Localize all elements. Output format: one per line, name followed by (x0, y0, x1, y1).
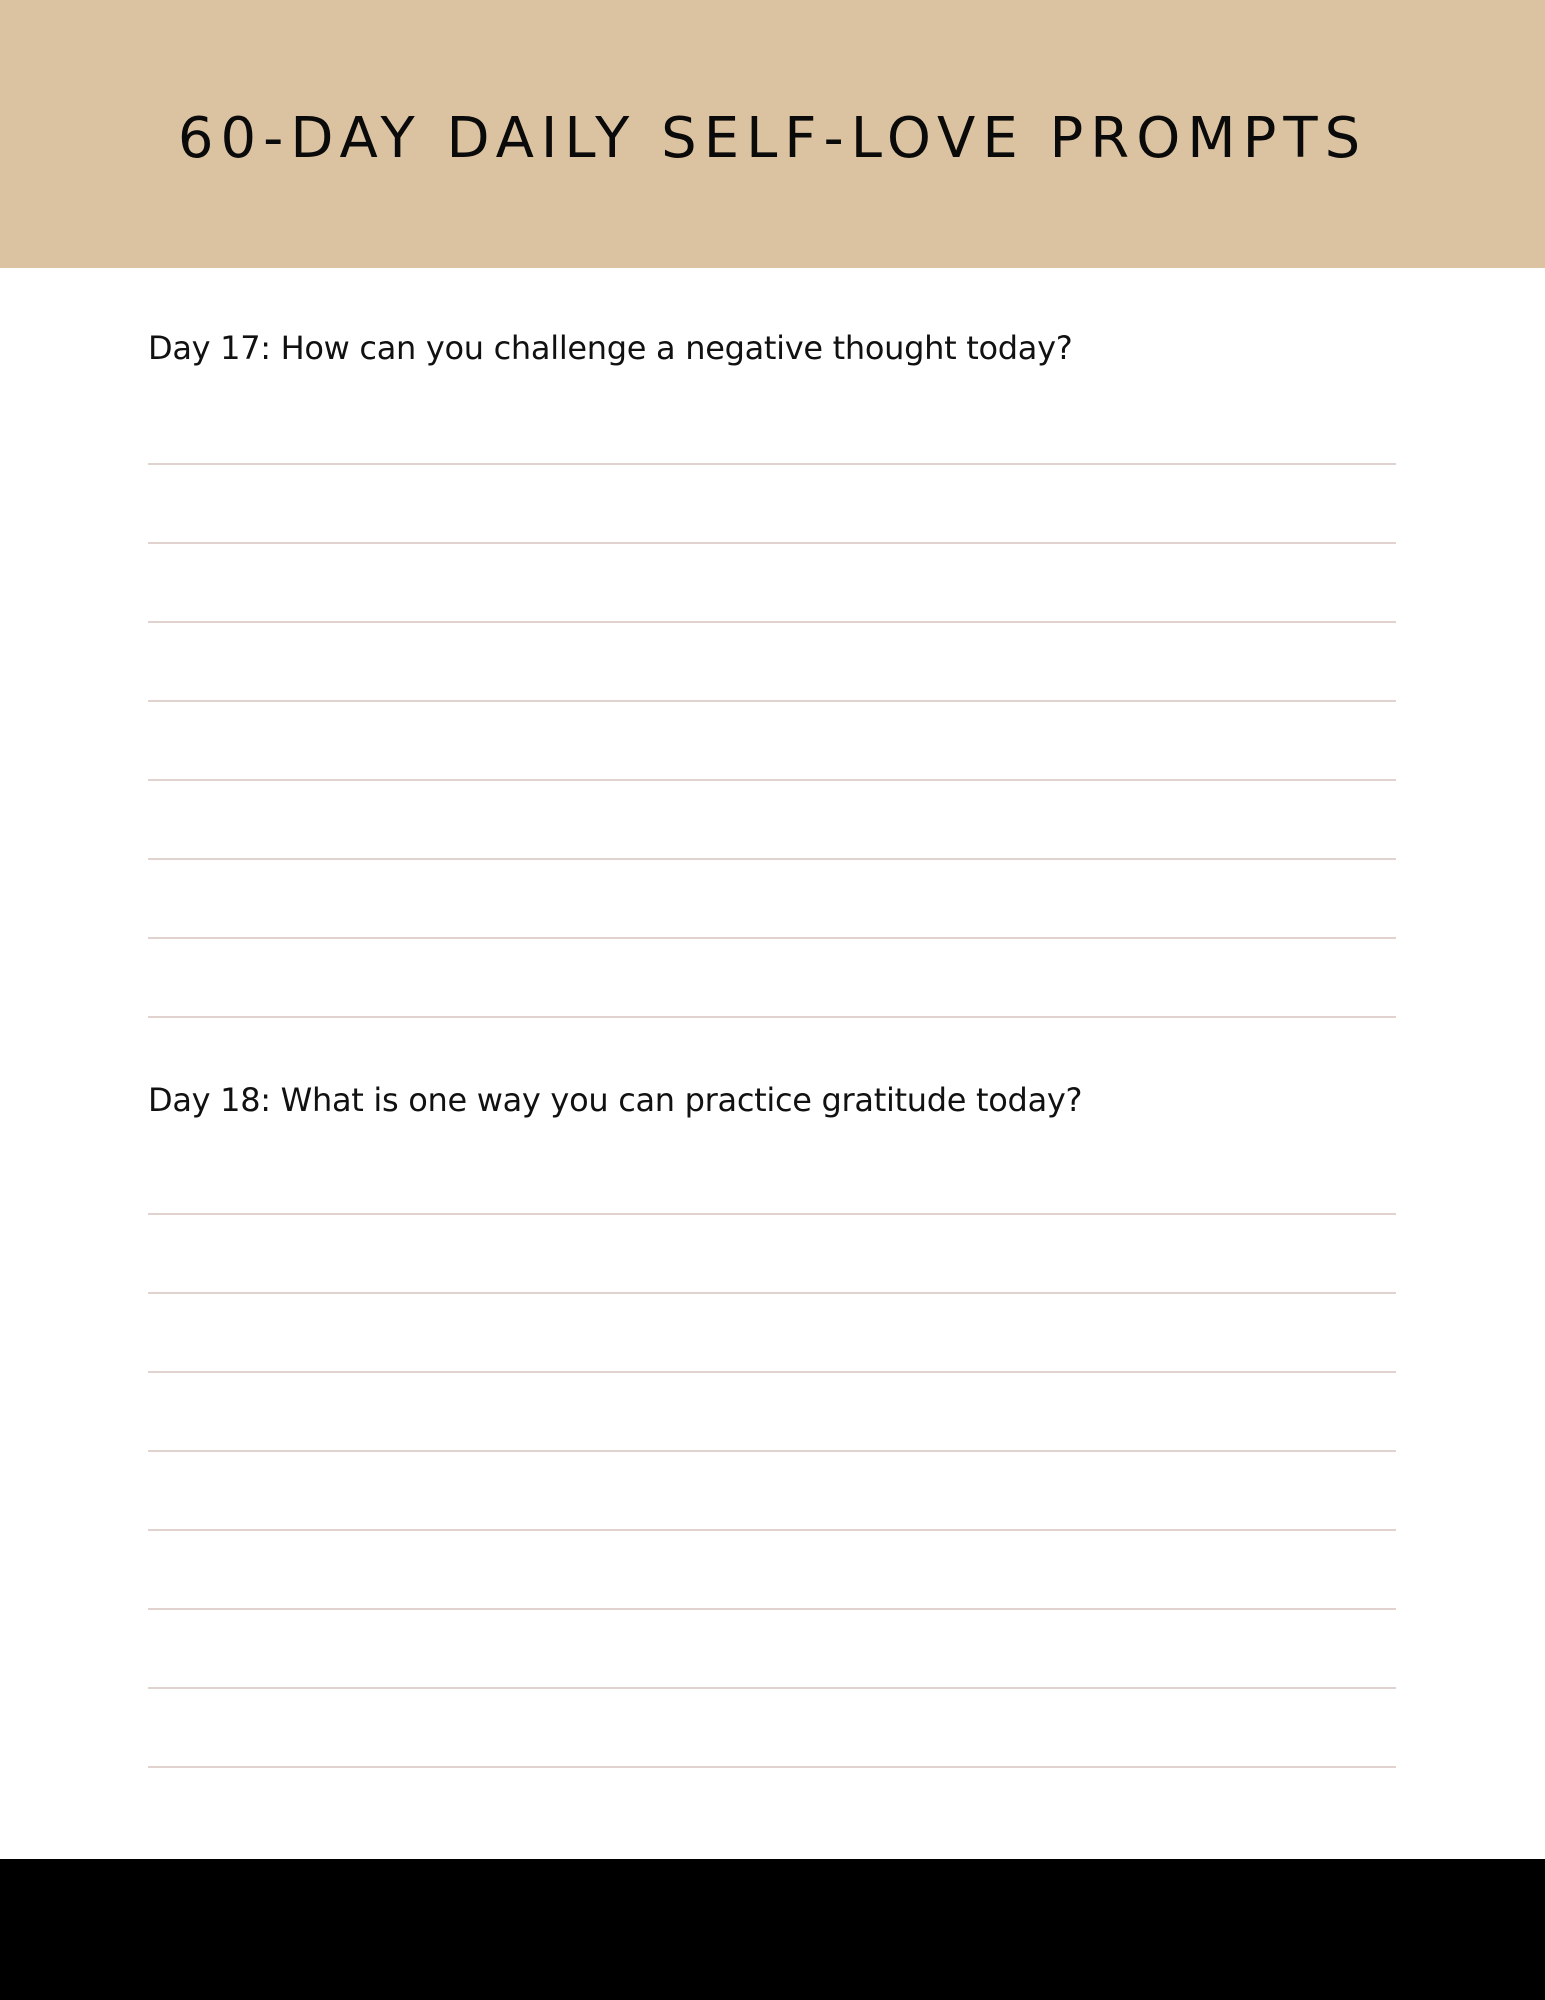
answer-line[interactable] (148, 1016, 1396, 1018)
prompt-day-17 (148, 328, 1396, 368)
answer-line[interactable] (148, 1608, 1396, 1610)
answer-line[interactable] (148, 463, 1396, 465)
answer-line[interactable] (148, 937, 1396, 939)
prompt-day-18 (148, 1080, 1396, 1120)
prompt-question: Day 17: How can you challenge a negative thought today? (148, 329, 1073, 367)
answer-line[interactable] (148, 1687, 1396, 1689)
answer-line[interactable] (148, 621, 1396, 623)
answer-line[interactable] (148, 1371, 1396, 1373)
answer-line[interactable] (148, 1292, 1396, 1294)
answer-line[interactable] (148, 700, 1396, 702)
answer-line[interactable] (148, 779, 1396, 781)
answer-line[interactable] (148, 1529, 1396, 1531)
answer-line[interactable] (148, 542, 1396, 544)
answer-line[interactable] (148, 1450, 1396, 1452)
page-footer (0, 1859, 1545, 2000)
page-header (0, 0, 1545, 268)
answer-line[interactable] (148, 858, 1396, 860)
answer-line[interactable] (148, 1766, 1396, 1768)
page-title: 60-DAY DAILY SELF-LOVE PROMPTS (177, 105, 1368, 171)
answer-line[interactable] (148, 1213, 1396, 1215)
prompt-question: Day 18: What is one way you can practice gratitude today? (148, 1081, 1083, 1119)
